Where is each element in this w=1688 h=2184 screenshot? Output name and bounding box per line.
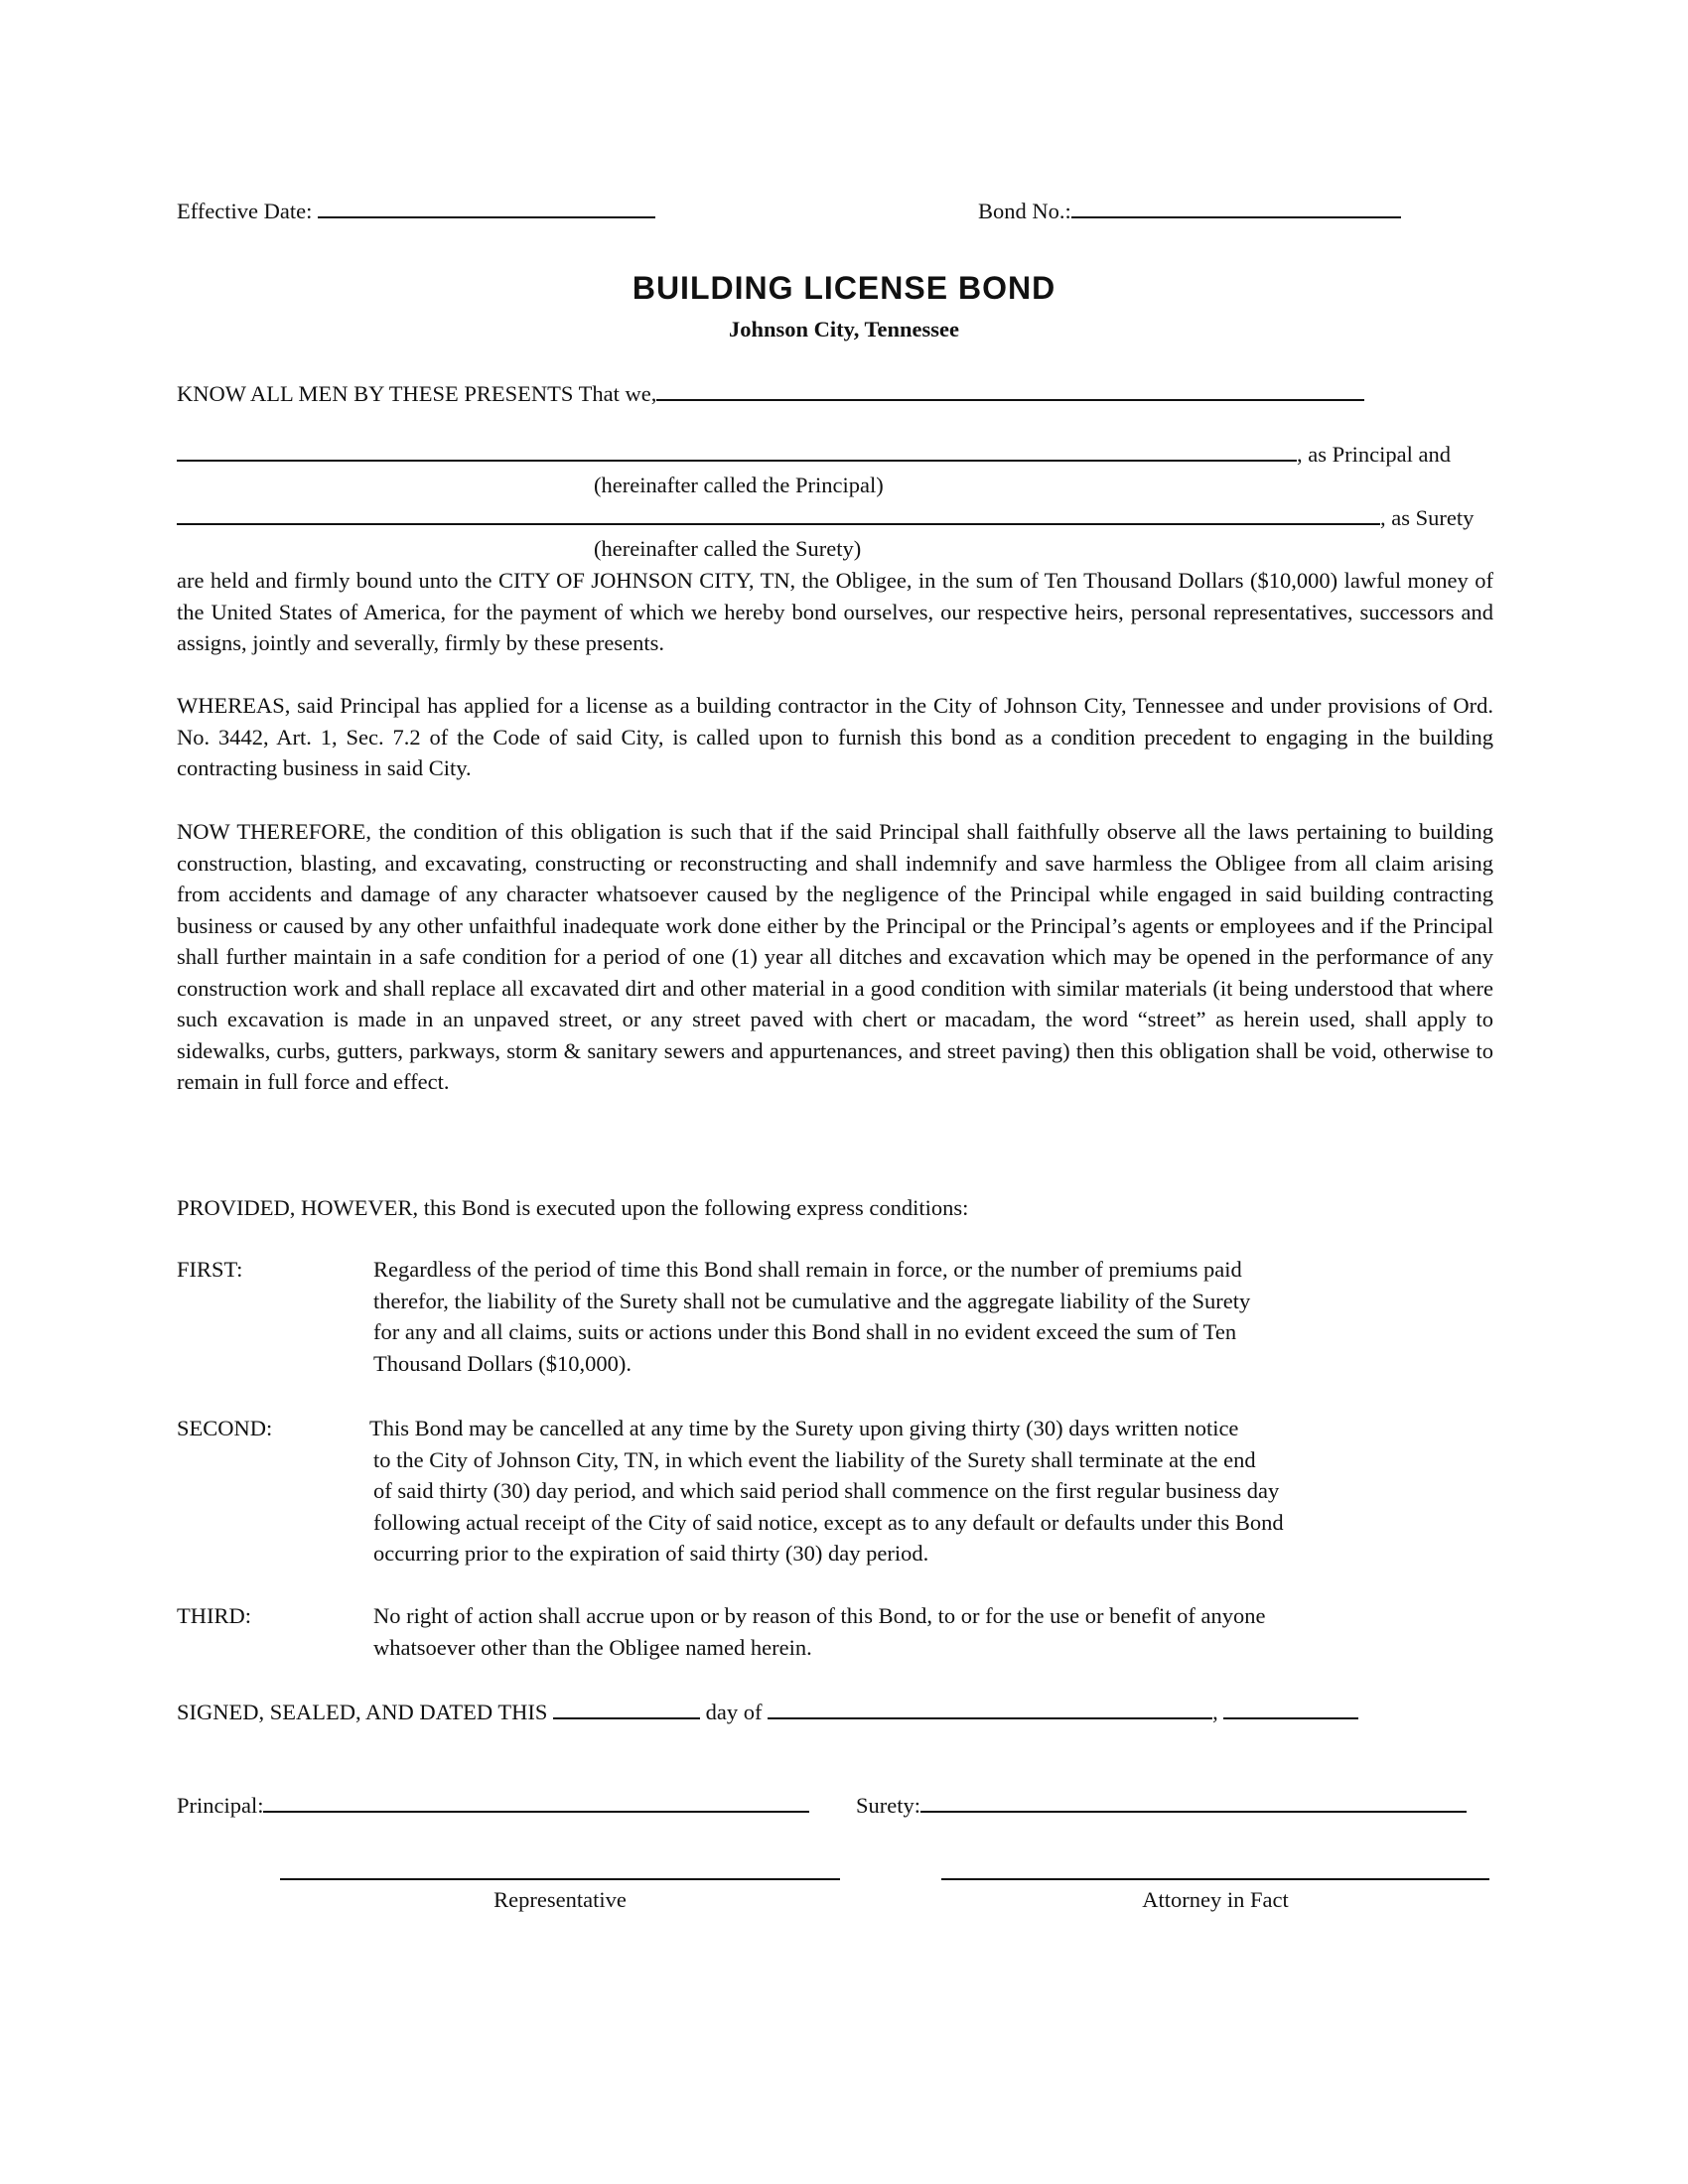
representative-label: Representative <box>493 1887 627 1912</box>
bond-no-field <box>978 195 1401 227</box>
condition-first-label: FIRST: <box>177 1257 243 1282</box>
comma: , <box>1212 1700 1218 1724</box>
as-surety-text: , as Surety <box>1380 505 1475 530</box>
month-blank[interactable] <box>768 1696 1212 1719</box>
condition-line: This Bond may be cancelled at any time by the Surety upon giving thirty (30) days written notice <box>369 1416 1239 1440</box>
principal-line <box>177 438 1451 471</box>
paragraph-provided <box>177 1192 1493 1224</box>
as-principal-text: , as Principal and <box>1297 442 1451 467</box>
condition-line: occurring prior to the expiration of said thirty (30) day period. <box>373 1541 929 1566</box>
condition-third-body <box>373 1600 1266 1663</box>
paragraph-text: PROVIDED, HOWEVER, this Bond is executed upon the following express conditions: <box>177 1195 969 1220</box>
attorney-signature-line[interactable] <box>941 1878 1489 1880</box>
condition-line: Regardless of the period of time this Bond shall remain in force, or the number of premiums paid <box>373 1257 1242 1282</box>
principal-signature-blank[interactable] <box>263 1789 809 1813</box>
year-blank[interactable] <box>1223 1696 1358 1719</box>
signed-line <box>177 1696 1358 1728</box>
attorney-label: Attorney in Fact <box>1142 1887 1289 1912</box>
principal-note: (hereinafter called the Principal) <box>594 473 884 497</box>
principal-blank[interactable] <box>177 438 1297 462</box>
condition-third-label: THIRD: <box>177 1603 251 1628</box>
know-all-line <box>177 377 1364 410</box>
effective-date-blank[interactable] <box>318 195 655 218</box>
know-all-text: KNOW ALL MEN BY THESE PRESENTS That we, <box>177 381 657 406</box>
condition-first-body <box>373 1254 1250 1379</box>
bond-no-blank[interactable] <box>1071 195 1401 218</box>
paragraph-text: are held and firmly bound unto the CITY OF JOHNSON CITY, TN, the Obligee, in the sum of Ten Thousand Dollars ($10,000) lawful money of the United States of America, for the payment of which we hereby bond ourselves, our respective heirs, personal representatives, successors and assigns, jointly and severally, firmly by these presents. <box>177 568 1493 655</box>
effective-date-field <box>177 195 655 227</box>
condition-line: No right of action shall accrue upon or by reason of this Bond, to or for the use or benefit of anyone <box>373 1603 1266 1628</box>
condition-line: of said thirty (30) day period, and which said period shall commence on the first regular business day <box>373 1478 1280 1503</box>
condition-line: for any and all claims, suits or actions under this Bond shall in no evident exceed the sum of Ten <box>373 1319 1237 1344</box>
representative-signature-line[interactable] <box>280 1878 840 1880</box>
day-of-label: day of <box>705 1700 763 1724</box>
condition-second-label: SECOND: <box>177 1416 273 1440</box>
surety-blank[interactable] <box>177 501 1380 525</box>
document-title: BUILDING LICENSE BOND <box>632 270 1056 306</box>
condition-line: therefor, the liability of the Surety shall not be cumulative and the aggregate liability of the Surety <box>373 1288 1251 1313</box>
surety-note: (hereinafter called the Surety) <box>594 536 862 561</box>
condition-line: following actual receipt of the City of said notice, except as to any default or defaults under this Bond <box>373 1509 1284 1535</box>
principal-label: Principal: <box>177 1793 264 1818</box>
effective-date-label: Effective Date: <box>177 199 313 223</box>
condition-line: Thousand Dollars ($10,000). <box>373 1350 632 1376</box>
condition-line: to the City of Johnson City, TN, in which event the liability of the Surety shall terminate at the end <box>373 1446 1256 1472</box>
paragraph-now-therefore <box>177 816 1493 1098</box>
document-subtitle: Johnson City, Tennessee <box>729 317 959 341</box>
paragraph-text: NOW THEREFORE, the condition of this obligation is such that if the said Principal shall faithfully observe all the laws pertaining to building construction, blasting, and excavating, constructing or reconstructing and shall indemnify and save harmless the Obligee from all claim arising from accidents and damage of any character whatsoever caused by the negligence of the Principal while engaged in said building contracting business or caused by any other unfaithful inadequate work done either by the Principal or the Principal’s agents or employees and if the Principal shall further maintain in a safe condition for a period of one (1) year all ditches and excavation which may be opened in the performance of any construction work and shall replace all excavated dirt and other material in a good condition with similar materials (it being understood that where such excavation is made in an unpaved street, or any street paved with chert or macadam, the word “street” as herein used, shall apply to sidewalks, curbs, gutters, parkways, storm & sanitary sewers and appurtenances, and street paving) then this obligation shall be void, otherwise to remain in full force and effect. <box>177 819 1493 1094</box>
surety-line <box>177 501 1474 534</box>
bond-no-label: Bond No.: <box>978 199 1071 223</box>
surety-label: Surety: <box>856 1793 920 1818</box>
paragraph-whereas <box>177 690 1493 784</box>
paragraph-bound <box>177 565 1493 659</box>
condition-second-body <box>369 1413 1284 1570</box>
condition-line: whatsoever other than the Obligee named herein. <box>373 1634 812 1660</box>
surety-signature-blank[interactable] <box>920 1789 1467 1813</box>
signed-label: SIGNED, SEALED, AND DATED THIS <box>177 1700 548 1724</box>
day-blank[interactable] <box>553 1696 700 1719</box>
paragraph-text: WHEREAS, said Principal has applied for a license as a building contractor in the City of Johnson City, Tennessee and under provisions of Ord. No. 3442, Art. 1, Sec. 7.2 of the Code of said City, is called upon to furnish this bond as a condition precedent to engaging in the building contracting business in said City. <box>177 693 1493 780</box>
principal-name-blank[interactable] <box>656 377 1364 401</box>
surety-signature <box>856 1789 1467 1822</box>
principal-signature <box>177 1789 809 1822</box>
